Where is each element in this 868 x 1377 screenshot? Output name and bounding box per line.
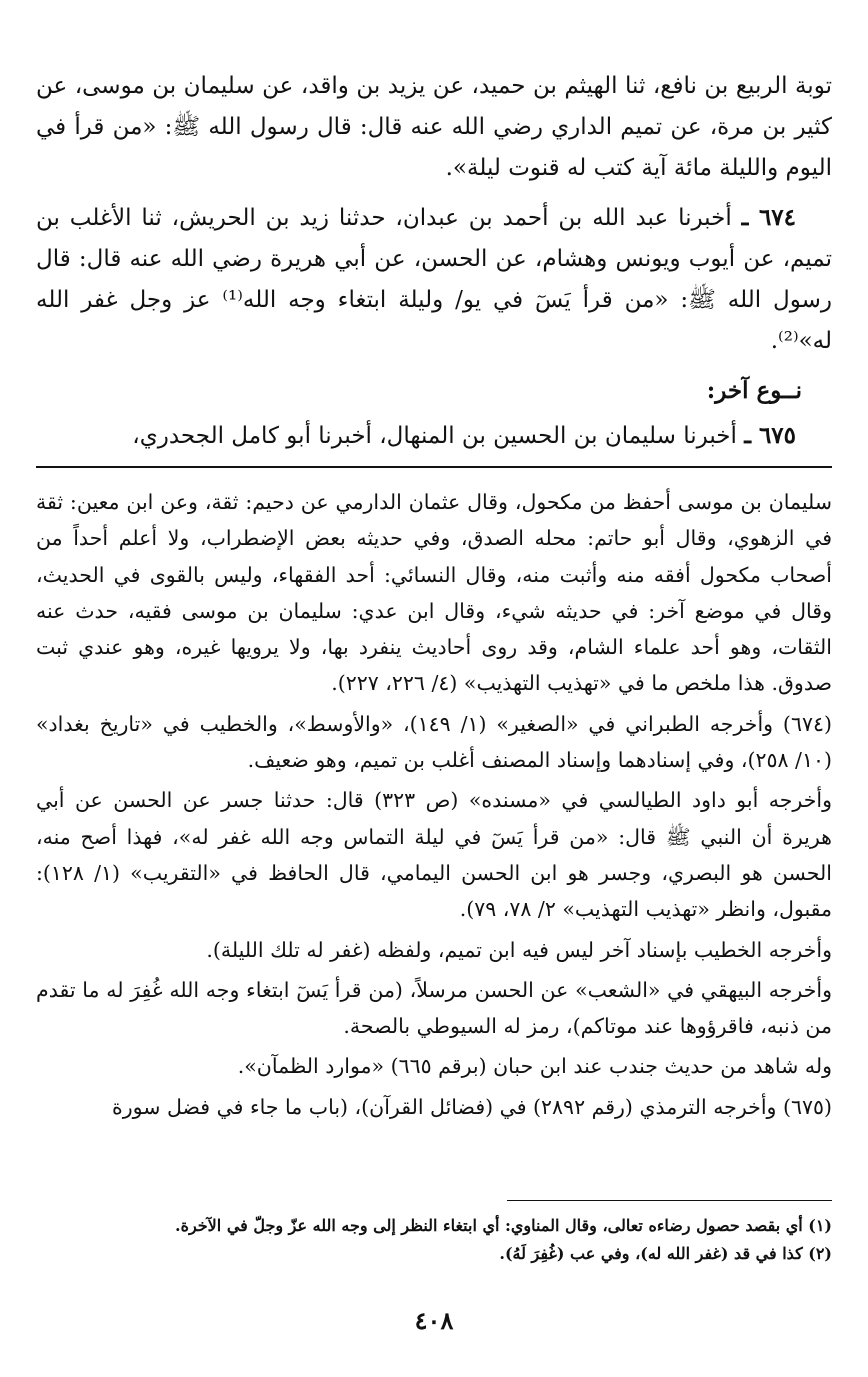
page-number: ٤٠٨ (414, 1306, 454, 1335)
footnotes (36, 1212, 832, 1268)
footnote-divider (507, 1200, 832, 1201)
note-paragraph: وأخرجه البيهقي في «الشعب» عن الحسن مرسلاً، (من قرأ يَسٓ ابتغاء وجه الله غُفِرَ له ما تقدم من ذنبه، فاقرؤوها عند موتاكم)، رمز له السيوطي بالصحة. (36, 977, 832, 1039)
paragraph-hadith-end: توبة الربيع بن نافع، ثنا الهيثم بن حميد، عن يزيد بن واقد، عن سليمان بن موسى، عن كثير بن مرة، عن تميم الداري رضي الله عنه قال: قال رسول الله ﷺ: «من قرأ في اليوم والليلة مائة آية كتب له قنوت ليلة». (36, 73, 832, 181)
note-paragraph: وأخرجه أبو داود الطيالسي في «مسنده» (ص ٣٢٣) قال: حدثنا جسر عن الحسن عن أبي هريرة أن النبي ﷺ قال: «من قرأ يَسٓ في ليلة التماس وجه الله غفر له»، فهذا أصح منه، الحسن هو البصري، وجسر هو ابن الحسن اليمامي، قال الحافظ في «التقريب» (١/ ١٢٨): مقبول، وانظر «تهذيب التهذيب» ٢/ ٧٨، ٧٩). (36, 788, 832, 922)
note-paragraph: وأخرجه الخطيب بإسناد آخر ليس فيه ابن تميم، ولفظه (غفر له تلك الليلة). (206, 937, 832, 962)
commentary (36, 484, 832, 1129)
section-heading: نــوع آخر: (706, 377, 802, 404)
hadith-text: أخبرنا عبد الله بن أحمد بن عبدان، حدثنا زيد بن الحريش، ثنا الأغلب بن تميم، عن أيوب ويونس وهشام، عن الحسن، عن أبي هريرة رضي الله عنه قال: قال رسول الله ﷺ: «من قرأ يَسٓ في يو/ وليلة ابتغاء وجه الله⁽¹⁾ عز وجل غفر الله له»⁽²⁾. (36, 205, 832, 354)
footnote-2: (٢) كذا في قد (غفر الله له)، وفي عب (غُفِرَ لَهُ). (499, 1244, 832, 1263)
main-text (36, 66, 832, 465)
text-divider (36, 466, 832, 468)
footnote-1: (١) أي بقصد حصول رضاءه تعالى، وقال المناوي: أي ابتغاء النظر إلى وجه الله عزّ وجلّ في الآخرة. (175, 1216, 832, 1235)
hadith-number: ٦٧٥ ـ (744, 422, 796, 449)
hadith-675 (36, 415, 832, 457)
hadith-text: أخبرنا سليمان بن الحسين بن المنهال، أخبرنا أبو كامل الجحدري، (132, 423, 737, 449)
note-paragraph: وله شاهد من حديث جندب عند ابن حبان (برقم ٦٦٥) «موارد الظمآن». (237, 1054, 832, 1079)
note-paragraph: سليمان بن موسى أحفظ من مكحول، وقال عثمان الدارمي عن دحيم: ثقة، وعن ابن معين: ثقة في الزهوي، وقال أبو حاتم: محله الصدق، وفي حديثه بعض الإضطراب، ولا أعلم أحداً من أصحاب مكحول أفقه منه وأثبت منه، وقال النسائي: أحد الفقهاء، وليس بالقوى في الحديث، وقال في موضع آخر: في حديثه شيء، وقال ابن عدي: سليمان بن موسى فقيه، حدث عنه الثقات، وهو أحد علماء الشام، وقد روى أحاديث ينفرد بها، ولا يرويها غيره، وهو عندي ثبت صدوق. هذا ملخص ما في «تهذيب التهذيب» (٤/ ٢٢٦، ٢٢٧). (36, 490, 832, 696)
hadith-674 (36, 197, 832, 362)
hadith-number: ٦٧٤ ـ (741, 204, 796, 231)
note-674: (٦٧٤) وأخرجه الطبراني في «الصغير» (١/ ١٤٩)، «والأوسط»، والخطيب في «تاريخ بغداد» (١٠/ ٢٥٨)، وفي إسنادهما وإسناد المصنف أغلب بن تميم، وهو ضعيف. (36, 711, 832, 773)
note-675: (٦٧٥) وأخرجه الترمذي (رقم ٢٨٩٢) في (فضائل القرآن)، (باب ما جاء في فضل سورة (112, 1094, 832, 1119)
